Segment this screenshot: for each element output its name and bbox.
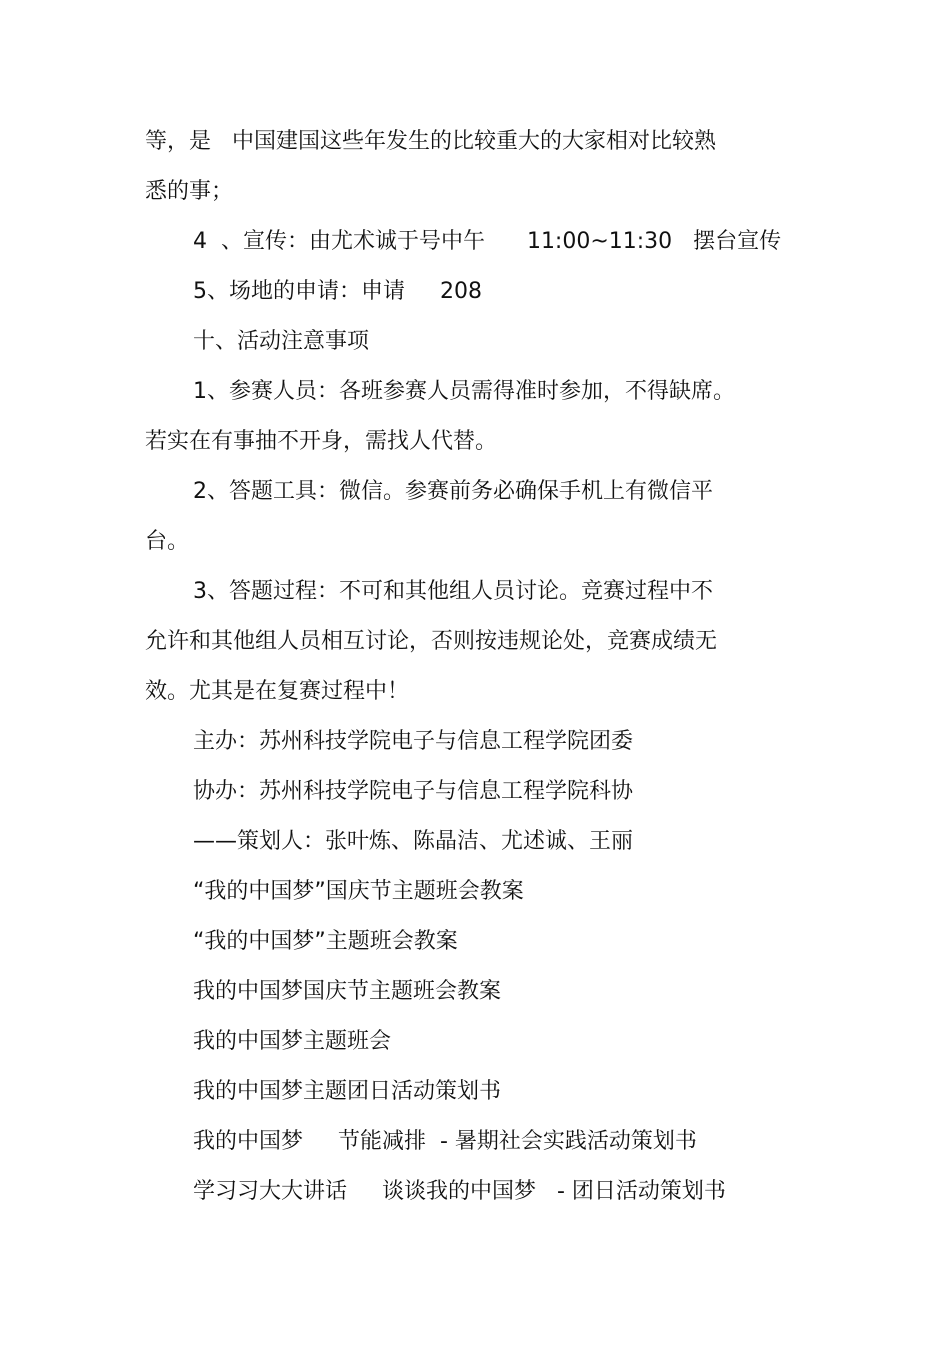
text-line: 2、答题工具：微信。参赛前务必确保手机上有微信平 xyxy=(193,479,713,504)
related-title: 我的中国梦国庆节主题班会教案 xyxy=(193,979,502,1004)
related-title: 我的中国梦主题班会 xyxy=(193,1029,392,1054)
text-line: 1、参赛人员：各班参赛人员需得准时参加，不得缺席。 xyxy=(193,379,735,404)
related-title: “我的中国梦”国庆节主题班会教案 xyxy=(193,879,524,904)
co-organizer-line: 协办：苏州科技学院电子与信息工程学院科协 xyxy=(193,779,634,804)
document-body xyxy=(145,117,785,1217)
related-title: 学习习大大讲话 谈谈我的中国梦 - 团日活动策划书 xyxy=(193,1179,726,1204)
related-title: “我的中国梦”主题班会教案 xyxy=(193,929,458,954)
related-title: 我的中国梦主题团日活动策划书 xyxy=(193,1079,502,1104)
text-line: 若实在有事抽不开身，需找人代替。 xyxy=(145,429,498,454)
text-line: 允许和其他组人员相互讨论，否则按违规论处，竞赛成绩无 xyxy=(145,629,718,654)
organizer-line: 主办：苏州科技学院电子与信息工程学院团委 xyxy=(193,729,634,754)
text-line: 悉的事； xyxy=(145,179,234,204)
text-line: 4 、宣传：由尤术诚于号中午 11:00~11:30 摆台宣传 xyxy=(193,229,782,254)
text-line: 3、答题过程：不可和其他组人员讨论。竞赛过程中不 xyxy=(193,579,713,604)
section-heading: 十、活动注意事项 xyxy=(193,329,370,354)
text-line: 等，是 中国建国这些年发生的比较重大的大家相对比较熟 xyxy=(145,129,716,154)
text-line: 台。 xyxy=(145,529,190,554)
text-line: 效。尤其是在复赛过程中！ xyxy=(145,679,410,704)
related-title: 我的中国梦 节能减排 - 暑期社会实践活动策划书 xyxy=(193,1129,697,1154)
text-line: 5、场地的申请：申请 208 xyxy=(193,279,482,304)
planner-line: ——策划人：张叶炼、陈晶洁、尤述诚、王丽 xyxy=(193,829,634,854)
